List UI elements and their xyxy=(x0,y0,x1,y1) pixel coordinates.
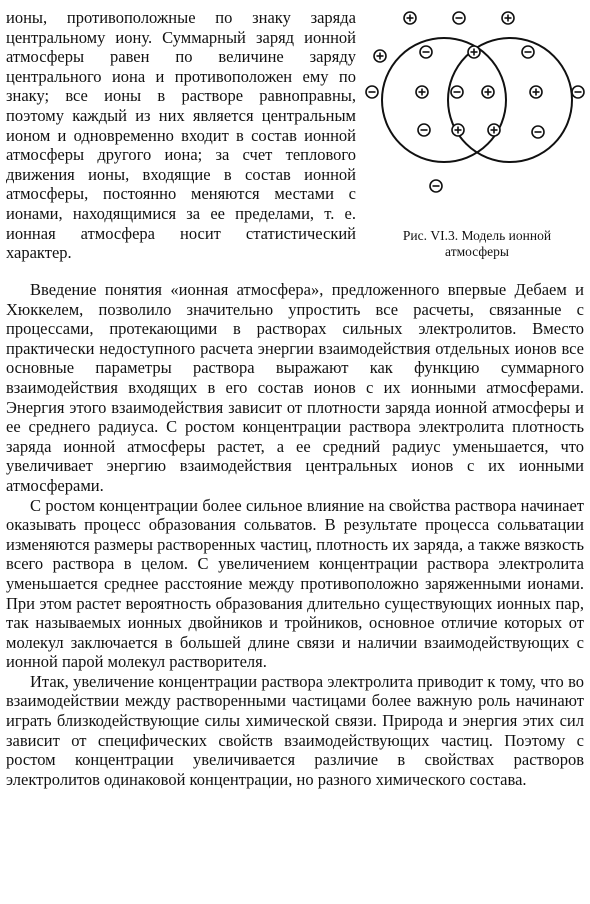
positive-ion-icon xyxy=(452,124,464,136)
negative-ion-icon xyxy=(451,86,463,98)
positive-ion-icon xyxy=(404,12,416,24)
negative-ion-icon xyxy=(532,126,544,138)
paragraph-2: С ростом концентрации более сильное влияние на свойства раствора начинает оказывать процесс образования сольватов. В результате процесса сольватации изменяются размеры растворенных частиц, плотность их заряда, а также вязкость всего раствора в целом. С увеличением концентрации раствора электролита уменьшается среднее расстояние между противоположно заряженными ионами. При этом растет вероятность образования длительно существующих ионных пар, так называемых ионных двойников и тройников, основное отличие которых от молекул заключается в большей длине связи и наличии взаимодействующих с ионной парой молекул растворителя. xyxy=(6,495,584,672)
negative-ion-icon xyxy=(430,180,442,192)
ionic-atmosphere-figure xyxy=(364,0,590,280)
positive-ion-icon xyxy=(482,86,494,98)
left-atmosphere-circle xyxy=(382,38,506,162)
negative-ion-icon xyxy=(453,12,465,24)
positive-ion-icon xyxy=(530,86,542,98)
caption-line-2: атмосферы xyxy=(445,244,509,259)
ionic-atmosphere-diagram xyxy=(364,0,590,225)
negative-ion-icon xyxy=(420,46,432,58)
positive-ion-icon xyxy=(416,86,428,98)
negative-ion-icon xyxy=(522,46,534,58)
body-text xyxy=(6,280,584,789)
paragraph-1: Введение понятия «ионная атмосфера», предложенного впервые Дебаем и Хюккелем, позволило значительно упростить все расчеты, связанные с процессами, протекающими в растворах сильных электролитов. Вместо практически недоступного расчета энергии взаимодействия отдельных ионов все основные параметры раствора выражают как функцию суммарного взаимодействия входящих в его состав ионов с их ионными атмосферами. Энергия этого взаимодействия зависит от плотности заряда ионной атмосферы и ее среднего радиуса. С ростом концентрации раствора электролита плотность заряда ионной атмосферы растет, а ее средний радиус уменьшается, что увеличивает энергию взаимодействия центральных ионов с их ионными атмосферами. xyxy=(6,280,584,495)
top-paragraph: ионы, противоположные по знаку заряда центральному иону. Суммарный заряд ионной атмосферы равен по величине заряду центрального иона и противоположен ему по знаку; все ионы в растворе равноправны, поэтому каждый из них является центральным ионом и одновременно входит в состав ионной атмосферы другого иона; за счет теплового движения ионы, входящие в состав ионной атмосферы, постоянно меняются местами с ионами, находящимися за ее пределами, т. е. ионная атмосфера носит статистический характер. xyxy=(6,8,356,263)
ion-symbols xyxy=(366,12,584,192)
negative-ion-icon xyxy=(366,86,378,98)
figure-caption xyxy=(364,228,590,260)
positive-ion-icon xyxy=(468,46,480,58)
positive-ion-icon xyxy=(374,50,386,62)
negative-ion-icon xyxy=(572,86,584,98)
positive-ion-icon xyxy=(502,12,514,24)
negative-ion-icon xyxy=(418,124,430,136)
right-atmosphere-circle xyxy=(448,38,572,162)
positive-ion-icon xyxy=(488,124,500,136)
paragraph-3: Итак, увеличение концентрации раствора электролита приводит к тому, что во взаимодействии между растворенными частицами более важную роль начинают играть близкодействующие силы химической связи. Природа и энергия этих сил зависит от специфических свойств взаимодействующих частиц. Поэтому с ростом концентрации увеличивается различие в свойствах растворов электролитов одинаковой концентрации, но разного химического состава. xyxy=(6,671,584,789)
caption-line-1: Рис. VI.3. Модель ионной xyxy=(402,228,552,243)
